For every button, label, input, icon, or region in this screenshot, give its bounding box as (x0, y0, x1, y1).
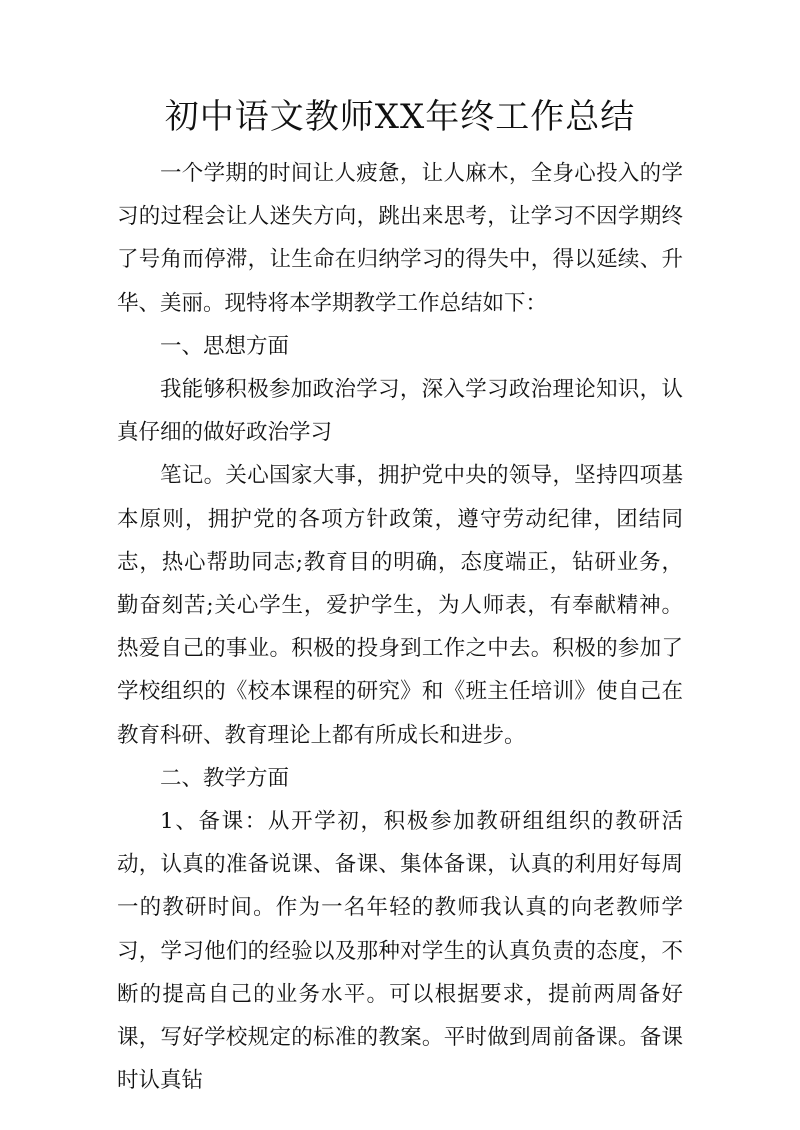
paragraph-intro: 一个学期的时间让人疲惫，让人麻木，全身心投入的学习的过程会让人迷失方向，跳出来思考，让学习不因学期终了号角而停滞，让生命在归纳学习的得失中，得以延续、升华、美丽。现特将本学期教学工作总结如下： (117, 161, 683, 316)
document-title: 初中语文教师XX年终工作总结 (164, 97, 636, 137)
paragraph-politics-study: 我能够积极参加政治学习，深入学习政治理论知识，认真仔细的做好政治学习 (117, 377, 683, 446)
section-heading-teaching: 二、教学方面 (160, 765, 290, 791)
paragraph-lesson-prep: 1、备课：从开学初，积极参加教研组组织的教研活动，认真的准备说课、备课、集体备课，认真的利用好每周一的教研时间。作为一名年轻的教师我认真的向老教师学习，学习他们的经验以及那种对学生的认真负责的态度，不断的提高自己的业务水平。可以根据要求，提前两周备好课，写好学校规定的标准的教案。平时做到周前备课。备课时认真钻 (117, 809, 683, 1094)
document-body (117, 152, 683, 1102)
section-heading-thought: 一、思想方面 (160, 333, 290, 359)
paragraph-notes: 笔记。关心国家大事，拥护党中央的领导，坚持四项基本原则，拥护党的各项方针政策，遵守劳动纪律，团结同志，热心帮助同志;教育目的明确，态度端正，钻研业务，勤奋刻苦;关心学生，爱护学生，为人师表，有奉献精神。热爱自己的事业。积极的投身到工作之中去。积极的参加了学校组织的《校本课程的研究》和《班主任培训》使自己在教育科研、教育理论上都有所成长和进步。 (117, 463, 683, 748)
